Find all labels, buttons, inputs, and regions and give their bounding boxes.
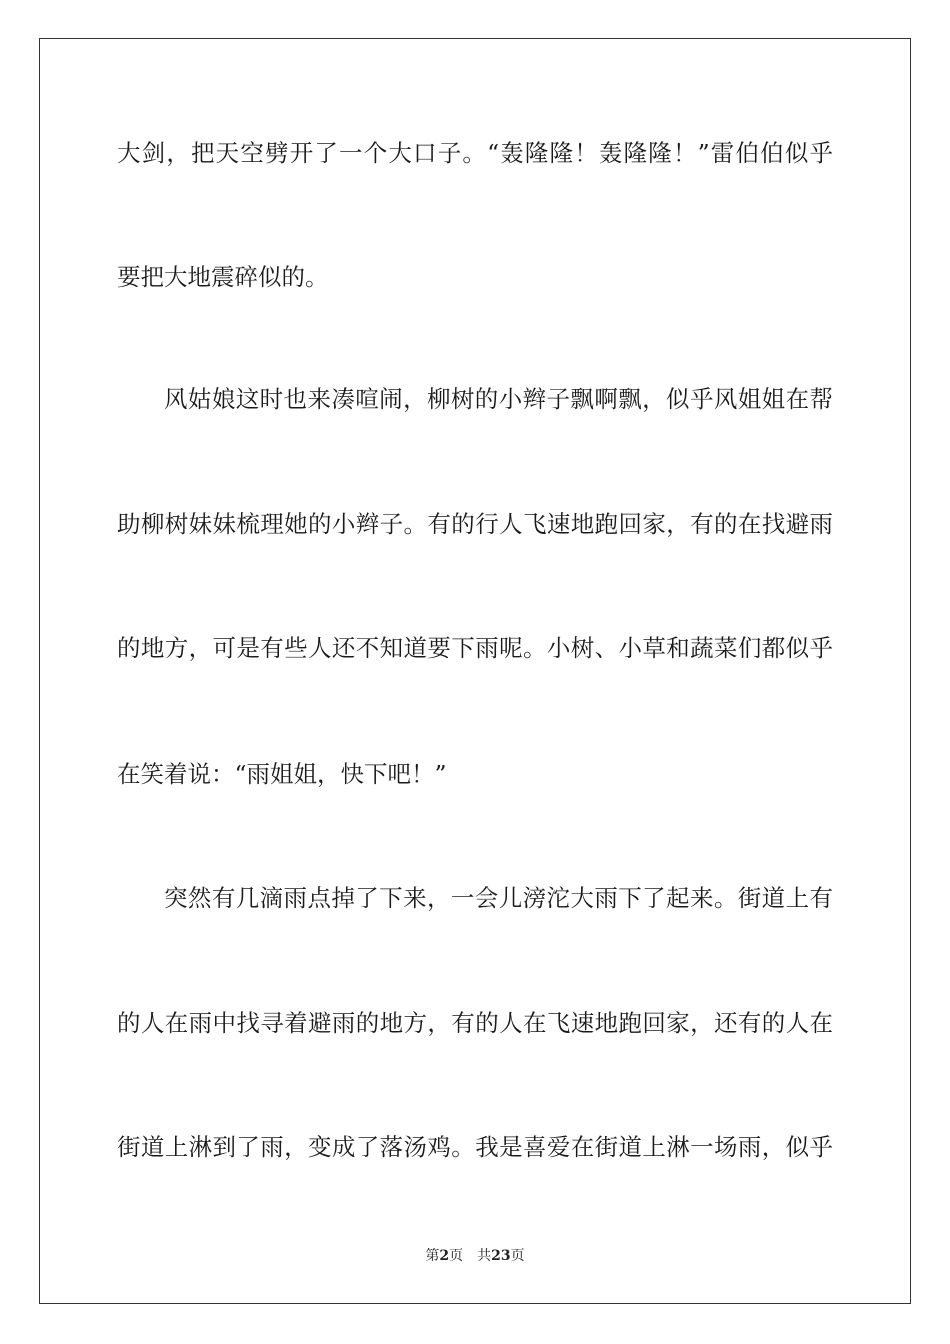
page-prefix: 第	[425, 1248, 440, 1264]
paragraph-line: 突然有几滴雨点掉了下来，一会儿滂沱大雨下了起来。街道上有	[164, 884, 833, 912]
paragraph-line: 大剑，把天空劈开了一个大口子。“轰隆隆！轰隆隆！”雷伯伯似乎	[117, 139, 833, 167]
paragraph-line: 的地方，可是有些人还不知道要下雨呢。小树、小草和蔬菜们都似乎	[117, 634, 833, 662]
page-footer	[0, 1246, 950, 1266]
total-suffix: 页	[510, 1248, 525, 1264]
paragraph-line: 要把大地震碎似的。	[117, 263, 329, 291]
paragraph-line: 在笑着说：“雨姐姐，快下吧！”	[117, 760, 447, 788]
page-total: 23	[491, 1248, 511, 1264]
total-prefix: 共	[477, 1248, 492, 1264]
paragraph-line: 助柳树妹妹梳理她的小辫子。有的行人飞速地跑回家，有的在找避雨	[117, 510, 833, 538]
page-current: 2	[439, 1248, 450, 1264]
paragraph-line: 风姑娘这时也来凑喧闹，柳树的小辫子飘啊飘，似乎风姐姐在帮	[164, 385, 833, 413]
paragraph-line: 的人在雨中找寻着避雨的地方，有的人在飞速地跑回家，还有的人在	[117, 1009, 833, 1037]
paragraph-line: 街道上淋到了雨，变成了落汤鸡。我是喜爱在街道上淋一场雨，似乎	[117, 1133, 833, 1161]
page-suffix: 页	[449, 1248, 464, 1264]
page-border	[39, 38, 911, 1304]
